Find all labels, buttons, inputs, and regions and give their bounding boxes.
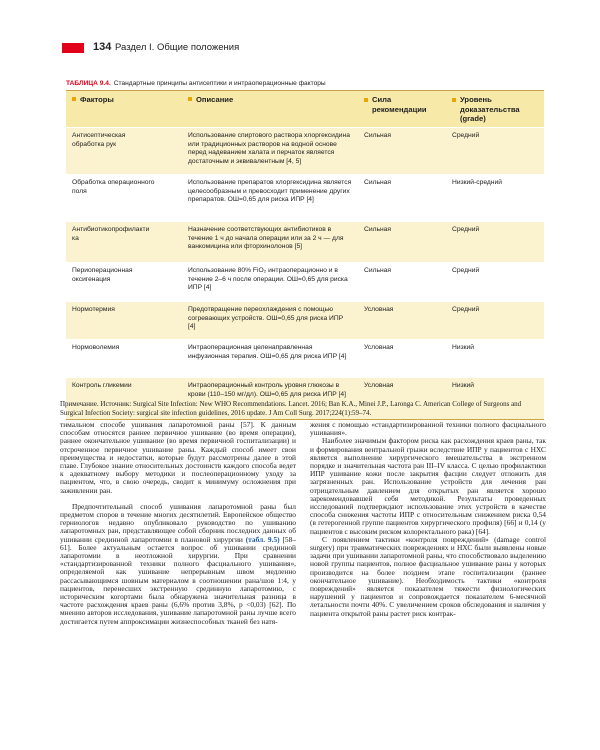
- bullet-square-icon: [452, 98, 456, 102]
- table-row: [66, 262, 544, 301]
- header-description: Описание: [182, 91, 358, 127]
- left-column: [60, 421, 296, 626]
- cell-description: Использование спиртового раствора хлоргексидина или традиционных растворов на водной основе перед надеванием халата и перчаток является достаточным и эквивалентным [4, 5]: [188, 132, 350, 165]
- cell-description: Назначение соответствующих антибиотиков в течение 1 ч до начала операции или за 2 ч — для ванкомицина или фторхинолонов [5]: [188, 226, 344, 250]
- principles-table: [66, 90, 544, 420]
- cell-factor: Периоперационная оксигенация: [72, 267, 133, 283]
- table-row: [66, 127, 544, 174]
- table-row: [66, 301, 544, 339]
- cell-level: Низкий-средний: [452, 179, 502, 186]
- cell-level: Низкий: [452, 344, 475, 351]
- cell-description: Использование 80% FiO₂ интраоперационно и в течение 2–6 ч после операции. ОШ=0,65 для риска ИПР [4]: [188, 267, 348, 291]
- cell-strength: Условная: [364, 306, 394, 313]
- cell-description: Интраоперационный контроль уровня глюкозы в крови (110–150 мг/дл). ОШ=0,65 для риска ИПР [4]: [188, 382, 346, 398]
- cell-description: Предотвращение переохлаждения с помощью согревающих устройств. ОШ=0,65 для риска ИПР [4]: [188, 306, 344, 330]
- cell-factor: Нормоволемия: [72, 344, 120, 351]
- bullet-square-icon: [188, 97, 192, 101]
- table-row: [66, 174, 544, 221]
- cell-description: Использование препаратов хлоргексидина является целесообразным и превосходит применение других препаратов. ОШ=0,65 для риска ИПР [4]: [188, 179, 352, 203]
- cell-strength: Сильная: [364, 267, 391, 274]
- paragraph: тимальном способе ушивания лапаротомной раны [57]. К данным способам относятся раннее первичное ушивание (во время операции), раннее окончательное ушивание (во время первичной госпитализации) и отсроченное первичное ушивание раны. Каждый способ имеет свои преимущества и недостатки, которые будут рассмотрены далее в этой главе. Глубокое знание относительных достоинств каждого способа ведет к адекватному выбору методики и послеоперационному уходу за пациентом, что, в свою очередь, сводит к минимуму осложнения при заживлении ран.: [60, 420, 296, 495]
- cell-strength: Условная: [364, 382, 394, 389]
- cell-strength: Сильная: [364, 226, 391, 233]
- table-label: ТАБЛИЦА 9.4.: [66, 80, 111, 87]
- page-number: 134: [93, 41, 112, 53]
- right-column: [310, 421, 546, 618]
- paragraph: С появлением тактики «контроля повреждений» (damage control surgery) при травматических повреждениях и НХС были выявлены новые задачи при ушивании лапаротомной раны, что способствовало выделению новой группы пациентов, полное фасциальное ушивание раны у которых производится на более позднем этапе госпитализации (раннее окончательное ушивание). Необходимость тактики «контроля повреждений» является показателем тяжести физиологических нарушений у пациентов и сопровождается показателем 6-месячной летальности почти 40%. С увеличением сроков обследования и наличия у пациента открытой раны растет риск контрак-: [310, 534, 546, 618]
- cell-level: Средний: [452, 132, 480, 139]
- table-title: Стандартные принципы антисептики и интраоперационные факторы: [113, 80, 326, 87]
- table-reference-link[interactable]: (табл. 9.5): [245, 534, 280, 544]
- cell-level: Средний: [452, 306, 480, 313]
- header-factors: Факторы: [66, 91, 182, 127]
- cell-factor: Антисептическая обработка рук: [72, 132, 126, 148]
- cell-level: Низкий: [452, 382, 475, 389]
- table-row: [66, 221, 544, 262]
- table-caption: [66, 80, 546, 87]
- cell-level: Средний: [452, 267, 480, 274]
- cell-strength: Условная: [364, 344, 394, 351]
- paragraph: Предпочтительный способ ушивания лапаротомной раны был предметом споров в течение многих десятилетий. Европейское общество герниологов недавно опубликовало руководство по ушиванию лапаротомных ран, представляющее собой сборник последних данных об ушивании срединной лапаротомии в плановой хирургии (табл. 9.5) [58–61]. Более актуальным остается вопрос об ушивании срединной лапаротомии в неотложной хирургии. При сравнении «стандартизированной техники полного фасциального ушивания», определяемой как ушивание непрерывным швом медленно рассасывающимся шовным материалом в соотношении рана/шов 1:4, у пациентов, перенесших экстренную срединную лапаротомию, с историческим когортами была обнаружена значительная разница в частоте расхождения краев раны (6,6% против 3,8%, p <0,03) [62]. По мнению авторов исследования, ушивание лапаротомной раны лучше всего достигается путем аппроксимации жизнеспособных тканей без натя-: [60, 501, 297, 626]
- cell-level: Средний: [452, 226, 480, 233]
- cell-factor: Обработка операционного поля: [72, 179, 155, 195]
- bullet-square-icon: [72, 97, 76, 101]
- cell-factor: Антибиотикопрофилактика: [72, 226, 150, 242]
- table-note: Примечание. Источник: Surgical Site Infection: New WHO Recommendations. Lancet. 2016; Ban K.A., Minei J.P., Laronga C. American College of Surgeons and Surgical Infection Society: surgical site infection guidelines, 2016 update. J Am Coll Surg. 2017;224(1):59–74.: [60, 400, 522, 417]
- cell-factor: Нормотермия: [72, 306, 115, 313]
- chapter-marker: [62, 43, 84, 53]
- paragraph: жения с помощью «стандартизированной техники полного фасциального ушивания».: [310, 420, 546, 438]
- cell-strength: Сильная: [364, 179, 391, 186]
- cell-strength: Сильная: [364, 132, 391, 139]
- cell-factor: Контроль гликемии: [72, 382, 132, 389]
- header-level: Уровень доказательства (grade): [446, 91, 544, 127]
- bullet-square-icon: [364, 98, 368, 102]
- table-row: [66, 339, 544, 377]
- cell-description: Интраоперационная целенаправленная инфузионная терапия. ОШ=0,65 для риска ИПР [4]: [188, 344, 347, 360]
- header-strength: Сила рекомендации: [358, 91, 446, 127]
- running-header: Раздел I. Общие положения: [115, 42, 240, 53]
- table-header-row: [66, 90, 544, 127]
- paragraph: Наиболее значимым фактором риска как расхождения краев раны, так и формирования вентральной грыжи вследствие ИПР у пациентов с НХС является выполнение хирургического вмешательства в экстренном порядке и значительная частота ран III–IV класса. С целью профилактики ИПР ушивание кожи после закрытия фасции следует отложить для загрязненных ран. Использование устройств для лечения ран отрицательным давлением для открытых ран является хорошо зарекомендовавшей себя методикой. Результаты проведенных исследований подтверждают использование этих устройств в качестве способа снижения частоты ИПР с относительным снижением риска 0,54 (в гетерогенной группе пациентов хирургического профиля) [66] и 0,14 (у пациентов с высоким риском колоректального рака) [64].: [310, 436, 546, 536]
